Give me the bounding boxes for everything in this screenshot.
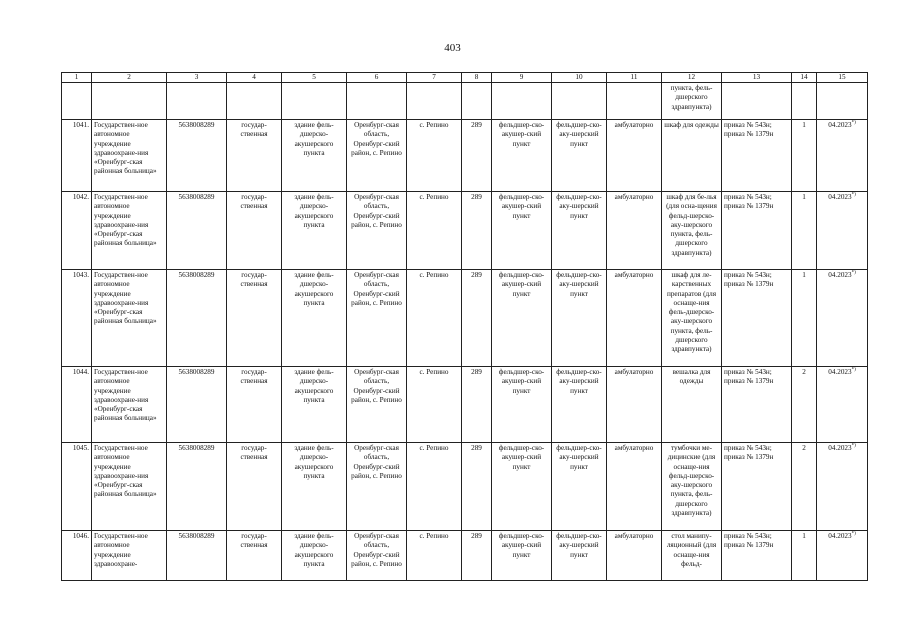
equipment-cell: вешалка для одежды [662, 367, 722, 443]
table-row [62, 531, 868, 581]
equipment-cell: стол манипу-ляционный (для оснаще-ния фельд- [662, 531, 722, 581]
organization-cell: Государствен-ное автономное учреждение здравоохране- [92, 531, 167, 581]
date-cell [817, 270, 868, 367]
code-cell: 289 [462, 531, 492, 581]
column-number: 14 [792, 73, 817, 83]
date-cell [817, 192, 868, 270]
equipment-cell: тумбочки ме-дицинские (для оснаще-ния фельд-шерско-аку-шерского пункта, фель-дшерского здравпункта) [662, 443, 722, 531]
orders-cell: приказ № 543н; приказ № 1379н [722, 531, 792, 581]
address-cell: Оренбург-ская область, Оренбург-ский район, с. Репино [347, 531, 407, 581]
date-footnote-mark: *) [851, 443, 856, 449]
continuation-row [62, 83, 868, 120]
unit-cell: фельдшер-ско-акушер-ский пункт [492, 443, 552, 531]
code-cell: 289 [462, 443, 492, 531]
ownership-cell: государ-ственная [227, 120, 282, 192]
inn-cell: 5638008289 [167, 443, 227, 531]
equipment-cell: шкаф для бе-лья (для осна-щения фельд-шерско-аку-шерского пункта, фель-дшерского здравпункта) [662, 192, 722, 270]
table-row [62, 120, 868, 192]
equipment-cell: шкаф для одежды [662, 120, 722, 192]
unit-cell: фельдшер-ско-акушер-ский пункт [492, 531, 552, 581]
date-value: 04.2023 [828, 121, 852, 129]
date-cell [817, 120, 868, 192]
unit-type-cell: фельдшер-ско-аку-шерский пункт [552, 367, 607, 443]
date-value: 04.2023 [828, 368, 852, 376]
orders-cell: приказ № 543н; приказ № 1379н [722, 120, 792, 192]
date-cell [817, 531, 868, 581]
building-cell: здание фель-дшерско-акушерского пункта [282, 270, 347, 367]
orders-cell: приказ № 543н; приказ № 1379н [722, 270, 792, 367]
code-cell: 289 [462, 120, 492, 192]
ownership-cell: государ-ственная [227, 443, 282, 531]
ownership-cell: государ-ственная [227, 531, 282, 581]
column-number: 8 [462, 73, 492, 83]
address-cell: Оренбург-ская область, Оренбург-ский район, с. Репино [347, 270, 407, 367]
orders-cell: приказ № 543н; приказ № 1379н [722, 443, 792, 531]
locality-cell: с. Репино [407, 443, 462, 531]
page-number: 403 [444, 42, 461, 54]
organization-cell: Государствен-ное автономное учреждение здравоохране-ния «Оренбург-ская районная больница» [92, 443, 167, 531]
address-cell: Оренбург-ская область, Оренбург-ский район, с. Репино [347, 443, 407, 531]
column-number: 12 [662, 73, 722, 83]
unit-cell: фельдшер-ско-акушер-ский пункт [492, 270, 552, 367]
quantity-cell: 1 [792, 531, 817, 581]
care-type-cell: амбулаторно [607, 120, 662, 192]
equipment-cell: шкаф для ле-карственных препаратов (для оснаще-ния фель-дшерско-аку-шерского пункта, фель-дшерского здравпункта) [662, 270, 722, 367]
quantity-cell: 2 [792, 367, 817, 443]
building-cell: здание фель-дшерско-акушерского пункта [282, 120, 347, 192]
column-number: 13 [722, 73, 792, 83]
unit-type-cell: фельдшер-ско-аку-шерский пункт [552, 270, 607, 367]
locality-cell: с. Репино [407, 120, 462, 192]
date-value: 04.2023 [828, 271, 852, 279]
organization-cell: Государствен-ное автономное учреждение здравоохране-ния «Оренбург-ская районная больница» [92, 120, 167, 192]
quantity-cell: 1 [792, 192, 817, 270]
column-number: 5 [282, 73, 347, 83]
orders-cell: приказ № 543н; приказ № 1379н [722, 192, 792, 270]
inn-cell: 5638008289 [167, 367, 227, 443]
unit-cell: фельдшер-ско-акушер-ский пункт [492, 120, 552, 192]
locality-cell: с. Репино [407, 531, 462, 581]
row-number: 1045. [62, 443, 92, 531]
column-number-row [62, 73, 868, 83]
locality-cell: с. Репино [407, 270, 462, 367]
organization-cell: Государствен-ное автономное учреждение здравоохране-ния «Оренбург-ская районная больница» [92, 192, 167, 270]
building-cell: здание фель-дшерско-акушерского пункта [282, 443, 347, 531]
row-number: 1042. [62, 192, 92, 270]
date-cell [817, 367, 868, 443]
column-number: 7 [407, 73, 462, 83]
date-cell [817, 443, 868, 531]
inn-cell: 5638008289 [167, 192, 227, 270]
date-value: 04.2023 [828, 444, 852, 452]
table-row [62, 270, 868, 367]
column-number: 11 [607, 73, 662, 83]
quantity-cell: 2 [792, 443, 817, 531]
ownership-cell: государ-ственная [227, 367, 282, 443]
date-footnote-mark: *) [851, 531, 856, 537]
table-row [62, 367, 868, 443]
care-type-cell: амбулаторно [607, 192, 662, 270]
registry-table [61, 72, 868, 581]
building-cell: здание фель-дшерско-акушерского пункта [282, 531, 347, 581]
quantity-cell: 1 [792, 270, 817, 367]
unit-type-cell: фельдшер-ско-аку-шерский пункт [552, 192, 607, 270]
unit-cell: фельдшер-ско-акушер-ский пункт [492, 367, 552, 443]
code-cell: 289 [462, 192, 492, 270]
orders-cell: приказ № 543н; приказ № 1379н [722, 367, 792, 443]
date-footnote-mark: *) [851, 192, 856, 198]
locality-cell: с. Репино [407, 367, 462, 443]
address-cell: Оренбург-ская область, Оренбург-ский район, с. Репино [347, 120, 407, 192]
unit-cell: фельдшер-ско-акушер-ский пункт [492, 192, 552, 270]
equipment-cell: пункта, фель-дшерского здравпункта) [662, 83, 722, 120]
quantity-cell: 1 [792, 120, 817, 192]
care-type-cell: амбулаторно [607, 270, 662, 367]
ownership-cell: государ-ственная [227, 192, 282, 270]
column-number: 6 [347, 73, 407, 83]
date-footnote-mark: *) [851, 120, 856, 126]
care-type-cell: амбулаторно [607, 531, 662, 581]
date-value: 04.2023 [828, 532, 852, 540]
column-number: 2 [92, 73, 167, 83]
date-value: 04.2023 [828, 193, 852, 201]
address-cell: Оренбург-ская область, Оренбург-ский район, с. Репино [347, 367, 407, 443]
row-number: 1046. [62, 531, 92, 581]
date-footnote-mark: *) [851, 367, 856, 373]
row-number: 1043. [62, 270, 92, 367]
unit-type-cell: фельдшер-ско-аку-шерский пункт [552, 531, 607, 581]
inn-cell: 5638008289 [167, 531, 227, 581]
row-number: 1041. [62, 120, 92, 192]
code-cell: 289 [462, 270, 492, 367]
column-number: 4 [227, 73, 282, 83]
column-number: 3 [167, 73, 227, 83]
table-row [62, 192, 868, 270]
column-number: 15 [817, 73, 868, 83]
building-cell: здание фель-дшерско-акушерского пункта [282, 192, 347, 270]
column-number: 9 [492, 73, 552, 83]
table-row [62, 443, 868, 531]
address-cell: Оренбург-ская область, Оренбург-ский район, с. Репино [347, 192, 407, 270]
locality-cell: с. Репино [407, 192, 462, 270]
unit-type-cell: фельдшер-ско-аку-шерский пункт [552, 120, 607, 192]
column-number: 10 [552, 73, 607, 83]
care-type-cell: амбулаторно [607, 443, 662, 531]
building-cell: здание фель-дшерско-акушерского пункта [282, 367, 347, 443]
organization-cell: Государствен-ное автономное учреждение здравоохране-ния «Оренбург-ская районная больница» [92, 367, 167, 443]
inn-cell: 5638008289 [167, 270, 227, 367]
date-footnote-mark: *) [851, 270, 856, 276]
code-cell: 289 [462, 367, 492, 443]
column-number: 1 [62, 73, 92, 83]
row-number: 1044. [62, 367, 92, 443]
ownership-cell: государ-ственная [227, 270, 282, 367]
unit-type-cell: фельдшер-ско-аку-шерский пункт [552, 443, 607, 531]
inn-cell: 5638008289 [167, 120, 227, 192]
organization-cell: Государствен-ное автономное учреждение здравоохране-ния «Оренбург-ская районная больница» [92, 270, 167, 367]
care-type-cell: амбулаторно [607, 367, 662, 443]
